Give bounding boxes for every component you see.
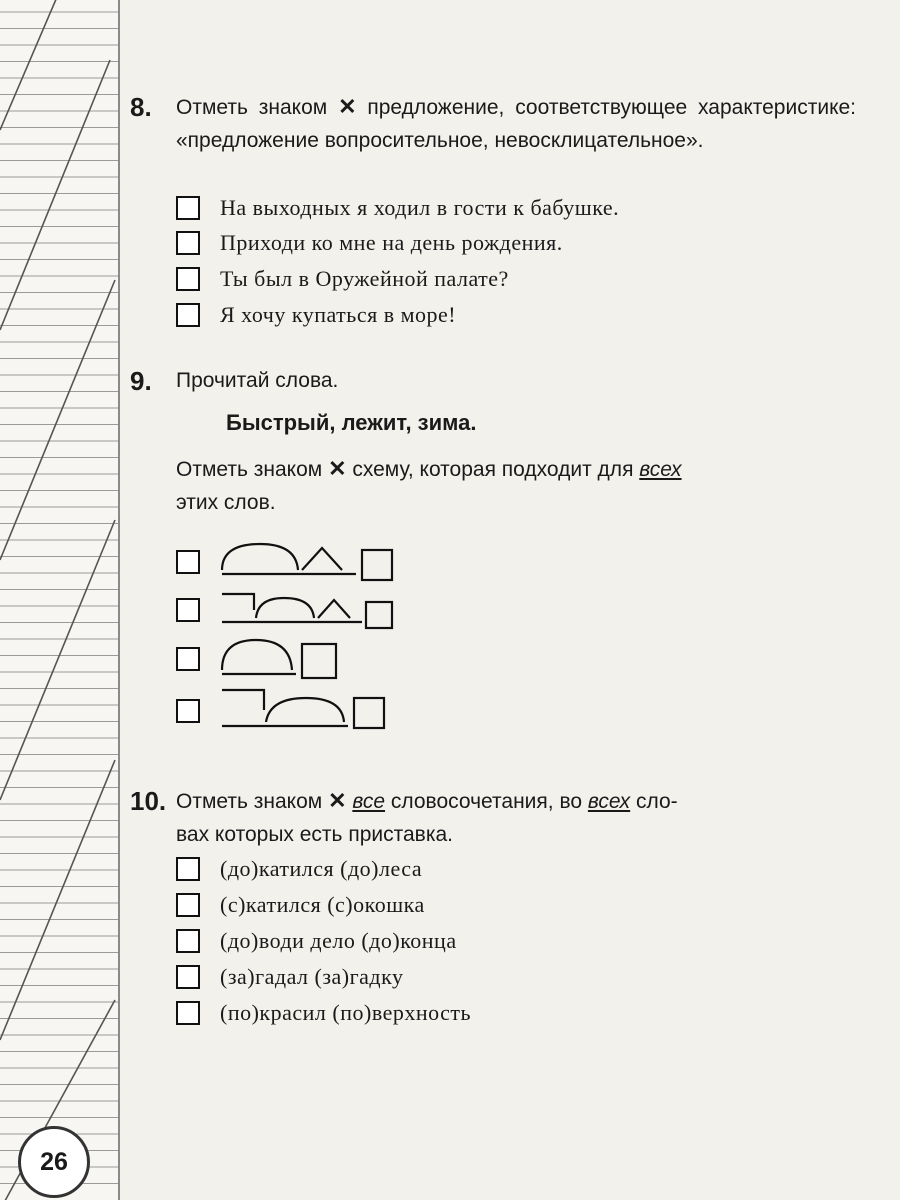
page-number: 26 (18, 1126, 90, 1198)
option-row[interactable] (176, 230, 563, 256)
option-row[interactable] (176, 964, 404, 990)
word-list: Быстрый, лежит, зима. (226, 410, 477, 435)
task-number: 8. (130, 92, 152, 122)
margin-lines (0, 0, 118, 1200)
checkbox[interactable] (176, 550, 200, 574)
scheme-option[interactable] (176, 634, 400, 684)
option-text: Я хочу купаться в море! (220, 302, 457, 327)
checkbox[interactable] (176, 303, 200, 327)
checkbox[interactable] (176, 893, 200, 917)
checkbox[interactable] (176, 1001, 200, 1025)
checkbox[interactable] (176, 231, 200, 255)
word-scheme-prefix-root-suffix-ending (220, 588, 400, 632)
cross-mark-icon: ✕ (338, 94, 357, 119)
task-instruction: Отметь знаком ✕ все словосочетания, во всех сло- вах которых есть приставка. (176, 788, 678, 846)
checkbox[interactable] (176, 699, 200, 723)
word-scheme-root-suffix-ending (220, 540, 400, 584)
cross-mark-icon: ✕ (328, 456, 347, 481)
scheme-option[interactable] (176, 686, 400, 736)
cross-mark-icon: ✕ (328, 788, 347, 813)
checkbox[interactable] (176, 647, 200, 671)
option-text: (до)катился (до)леса (220, 856, 423, 881)
scheme-option[interactable] (176, 540, 400, 584)
option-text: (до)води дело (до)конца (220, 928, 457, 953)
checkbox[interactable] (176, 929, 200, 953)
task-8 (130, 88, 856, 348)
task-9 (130, 364, 856, 754)
checkbox[interactable] (176, 598, 200, 622)
option-row[interactable] (176, 856, 422, 882)
option-row[interactable] (176, 928, 457, 954)
scheme-option[interactable] (176, 588, 400, 632)
task-intro: Прочитай слова. (176, 369, 339, 392)
option-row[interactable] (176, 892, 425, 918)
option-row[interactable] (176, 302, 456, 328)
option-text: (по)красил (по)верхность (220, 1000, 472, 1025)
task-10 (130, 784, 856, 1034)
checkbox[interactable] (176, 857, 200, 881)
page-margin (0, 0, 118, 1200)
task-instruction: Отметь знаком ✕ схему, которая подходит для всех этих слов. (176, 456, 682, 514)
checkbox[interactable] (176, 965, 200, 989)
option-text: Ты был в Оружейной палате? (220, 266, 509, 291)
option-row[interactable] (176, 266, 509, 292)
option-text: На выходных я ходил в гости к бабушке. (220, 195, 620, 220)
task-number: 10. (130, 786, 167, 816)
word-scheme-prefix-root-ending (220, 686, 400, 736)
option-text: (с)катился (с)окошка (220, 892, 425, 917)
task-instruction: Отметь знаком ✕ предложение, соответствующее характеристике: «предложение вопросительное, невосклицательное». (176, 94, 857, 152)
option-row[interactable] (176, 1000, 471, 1026)
option-text: Приходи ко мне на день рождения. (220, 230, 563, 255)
word-scheme-root-ending (220, 634, 400, 684)
option-text: (за)гадал (за)гадку (220, 964, 404, 989)
margin-border (118, 0, 120, 1200)
task-number: 9. (130, 366, 152, 396)
checkbox[interactable] (176, 267, 200, 291)
checkbox[interactable] (176, 196, 200, 220)
option-row[interactable] (176, 195, 619, 221)
